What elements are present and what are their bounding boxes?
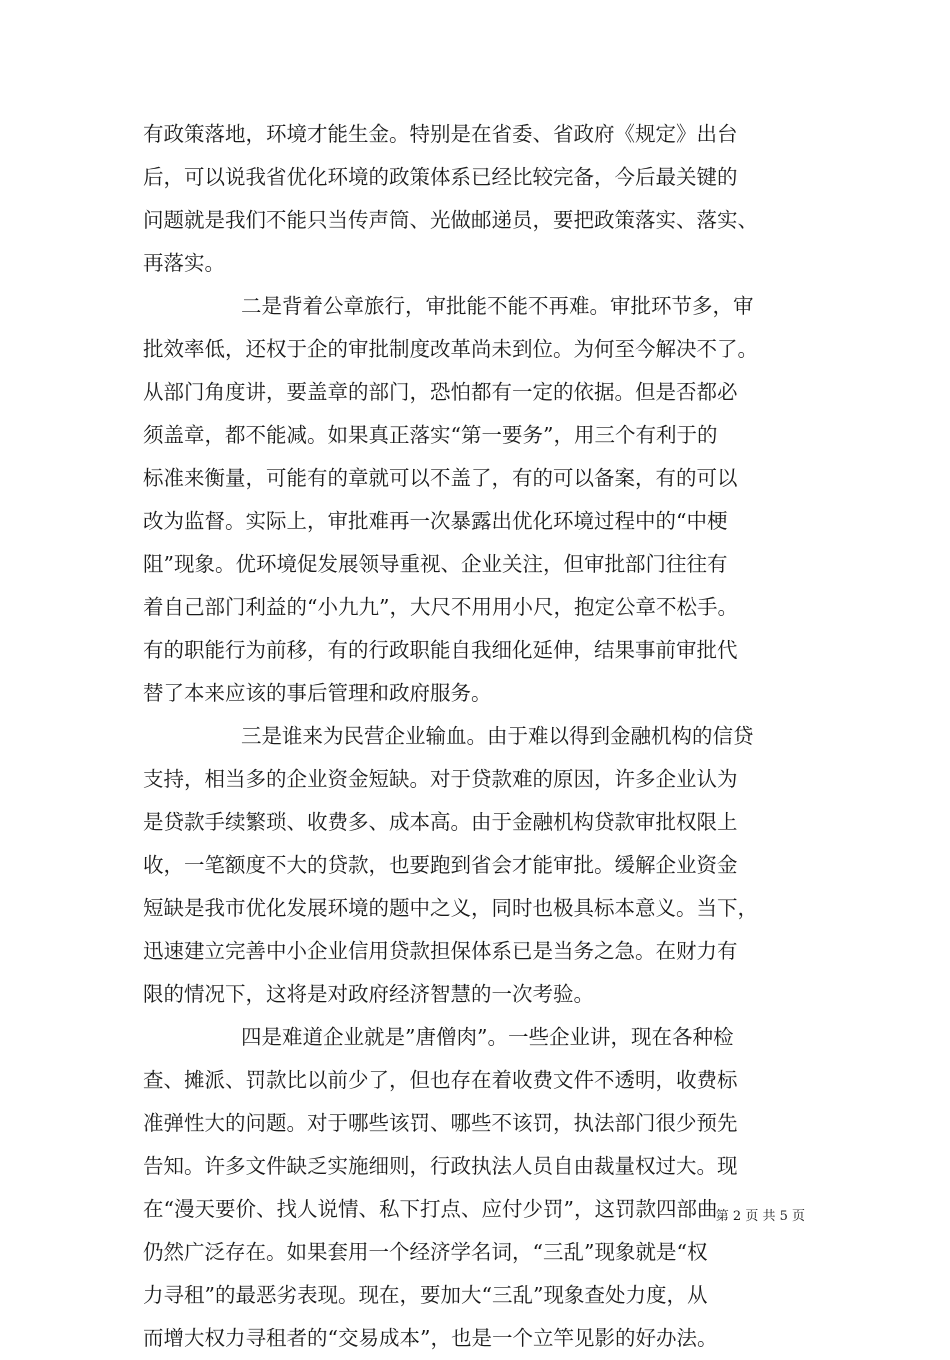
text-line: 再落实。 [143,251,225,275]
paragraph-2 [143,285,811,715]
text-line: 替了本来应该的事后管理和政府服务。 [143,681,492,705]
text-line: 是贷款手续繁琐、收费多、成本高。由于金融机构贷款审批权限上 [143,810,738,834]
text-line: 准弹性大的问题。对于哪些该罚、哪些不该罚，执法部门很少预先 [143,1111,738,1135]
text-line: 迅速建立完善中小企业信用贷款担保体系已是当务之急。在财力有 [143,939,738,963]
text-line: 着自己部门利益的“小九九”，大尺不用用小尺，抱定公章不松手。 [143,595,738,619]
paragraph-1 [143,113,811,285]
text-line: 二是背着公章旅行，审批能不能不再难。审批环节多，审 [241,294,754,318]
text-line: 改为监督。实际上，审批难再一次暴露出优化环境过程中的“中梗 [143,509,728,533]
text-line: 收，一笔额度不大的贷款，也要跑到省会才能审批。缓解企业资金 [143,853,738,877]
text-line: 后，可以说我省优化环境的政策体系已经比较完备，今后最关键的 [143,165,738,189]
text-line: 有政策落地，环境才能生金。特别是在省委、省政府《规定》出台 [143,122,738,146]
text-line: 须盖章，都不能减。如果真正落实“第一要务”，用三个有利于的 [143,423,718,447]
paragraph-3 [143,715,811,1016]
text-line: 查、摊派、罚款比以前少了，但也存在着收费文件不透明，收费标 [143,1068,738,1092]
page-footer: 第 2 页 共 5 页 [715,1209,805,1224]
text-line: 从部门角度讲，要盖章的部门，恐怕都有一定的依据。但是否都必 [143,380,738,404]
text-line: 告知。许多文件缺乏实施细则，行政执法人员自由裁量权过大。现 [143,1154,738,1178]
text-line: 限的情况下，这将是对政府经济智慧的一次考验。 [143,982,594,1006]
text-line: 有的职能行为前移，有的行政职能自我细化延伸，结果事前审批代 [143,638,738,662]
text-line: 而增大权力寻租者的“交易成本”，也是一个立竿见影的好办法。 [143,1326,718,1350]
text-line: 批效率低，还权于企的审批制度改革尚未到位。为何至今解决不了。 [143,337,758,361]
text-line: 仍然广泛存在。如果套用一个经济学名词，“三乱”现象就是“权 [143,1240,708,1264]
text-line: 阻”现象。优环境促发展领导重视、企业关注，但审批部门往往有 [143,552,728,576]
document-body [143,113,811,1360]
paragraph-4 [143,1016,811,1360]
text-line: 力寻租”的最恶劣表现。现在，要加大“三乱”现象查处力度，从 [143,1283,708,1307]
text-line: 四是难道企业就是”唐僧肉”。一些企业讲，现在各种检 [241,1025,734,1049]
text-line: 短缺是我市优化发展环境的题中之义，同时也极具标本意义。当下， [143,896,758,920]
text-line: 在“漫天要价、找人说情、私下打点、应付少罚”，这罚款四部曲 [143,1197,718,1221]
text-line: 标准来衡量，可能有的章就可以不盖了，有的可以备案，有的可以 [143,466,738,490]
text-line: 问题就是我们不能只当传声筒、光做邮递员，要把政策落实、落实、 [143,208,758,232]
text-line: 三是谁来为民营企业输血。由于难以得到金融机构的信贷 [241,724,754,748]
text-line: 支持，相当多的企业资金短缺。对于贷款难的原因，许多企业认为 [143,767,738,791]
